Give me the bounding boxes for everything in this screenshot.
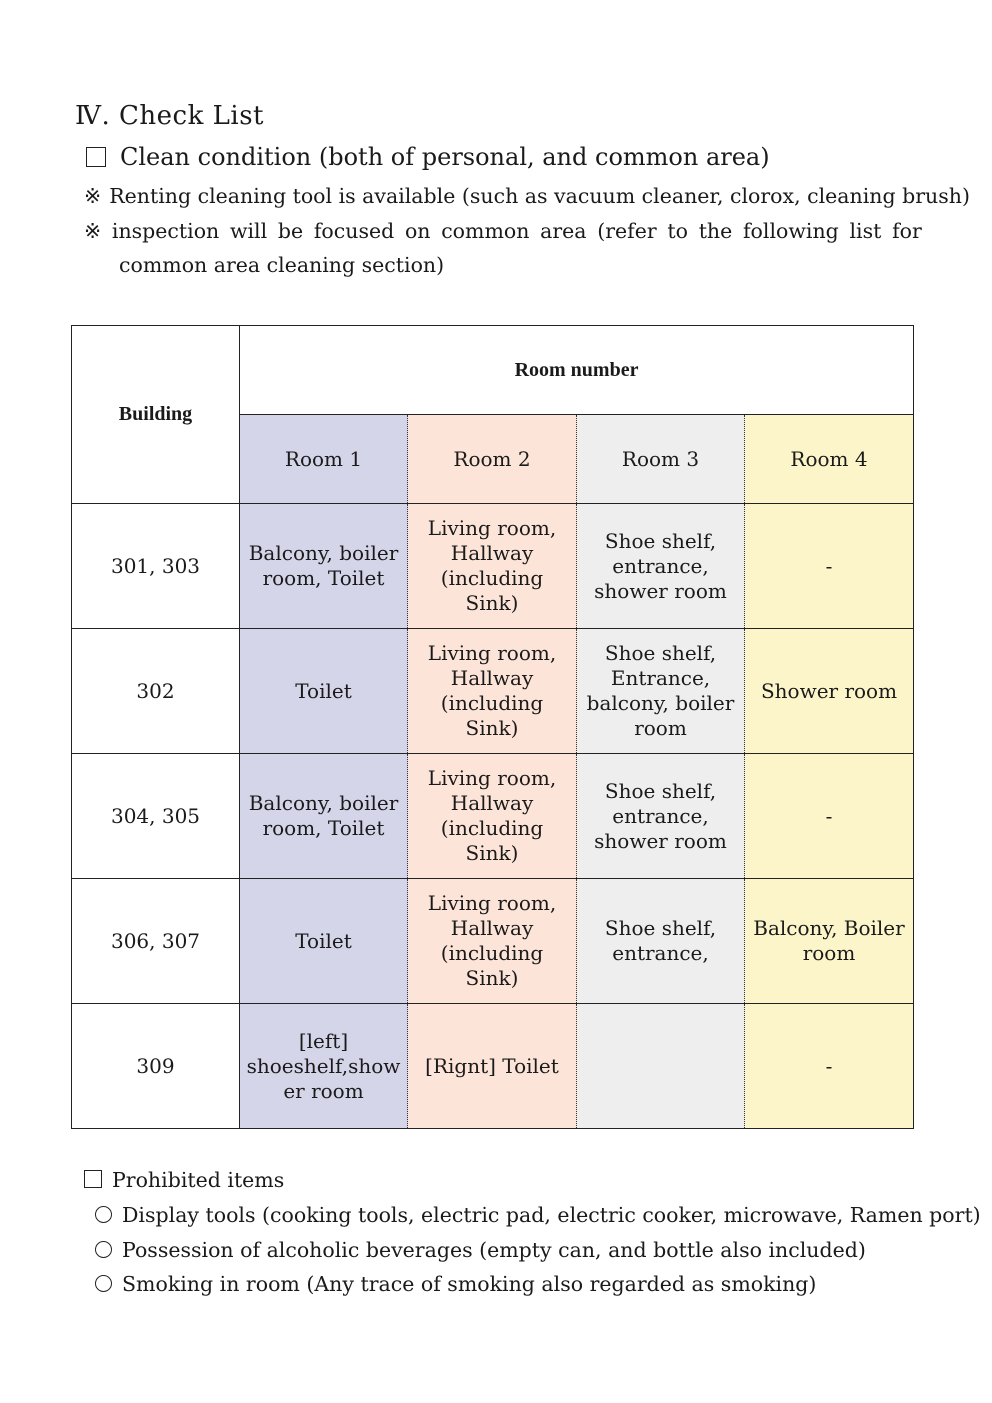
room-4-cell: - [745, 504, 914, 629]
section-title: Ⅳ. Check List [75, 101, 264, 131]
clean-condition-text: Clean condition (both of personal, and common area) [120, 143, 770, 171]
note-inspection [84, 219, 922, 277]
note2-word: area [540, 219, 587, 243]
room-3-cell: Shoe shelf, entrance, shower room [577, 504, 745, 629]
room-1-cell: Toilet [240, 629, 408, 754]
room-3-cell: Shoe shelf, entrance, [577, 879, 745, 1004]
prohibited-item-text: Display tools (cooking tools, electric pad, electric cooker, microwave, Ramen port) [122, 1203, 981, 1227]
note2-word: the [698, 219, 733, 243]
reference-mark: ※ [84, 184, 102, 208]
room-4-header: Room 4 [745, 415, 914, 504]
room-1-cell: Balcony, boiler room, Toilet [240, 504, 408, 629]
room-number-header: Room number [240, 326, 914, 415]
building-cell: 306, 307 [72, 879, 240, 1004]
note2-word: on [404, 219, 431, 243]
checkbox-icon [84, 1170, 102, 1188]
note2-line1 [84, 219, 922, 243]
note2-word: list [849, 219, 882, 243]
room-4-cell: Shower room [745, 629, 914, 754]
clean-condition-heading [86, 143, 770, 171]
note2-word: will [229, 219, 268, 243]
table-header-row [72, 326, 914, 415]
prohibited-item [95, 1272, 816, 1296]
room-3-header: Room 3 [577, 415, 745, 504]
note-cleaning-tools [84, 184, 970, 208]
building-header: Building [72, 326, 240, 504]
note2-word: common [441, 219, 530, 243]
cleaning-assignment-table [71, 325, 914, 1129]
building-cell: 302 [72, 629, 240, 754]
room-4-cell: - [745, 754, 914, 879]
table-row [72, 754, 914, 879]
note1-text: Renting cleaning tool is available (such as vacuum cleaner, clorox, cleaning brush) [109, 184, 970, 208]
checkbox-icon [86, 147, 106, 167]
room-3-cell: Shoe shelf, entrance, shower room [577, 754, 745, 879]
room-4-cell: - [745, 1004, 914, 1129]
prohibited-item-text: Possession of alcoholic beverages (empty can, and bottle also included) [122, 1238, 866, 1262]
note2-word: be [277, 219, 304, 243]
circle-bullet-icon [95, 1206, 112, 1223]
note2-word: inspection [111, 219, 220, 243]
room-2-cell: Living room, Hallway (including Sink) [408, 754, 577, 879]
prohibited-title: Prohibited items [112, 1168, 285, 1192]
room-3-cell: Shoe shelf, Entrance, balcony, boiler room [577, 629, 745, 754]
room-2-header: Room 2 [408, 415, 577, 504]
note2-word: (refer [597, 219, 657, 243]
building-cell: 304, 305 [72, 754, 240, 879]
prohibited-item [95, 1203, 981, 1227]
table-row [72, 1004, 914, 1129]
room-2-cell: Living room, Hallway (including Sink) [408, 879, 577, 1004]
room-1-cell: Balcony, boiler room, Toilet [240, 754, 408, 879]
note2-line2: common area cleaning section) [119, 253, 445, 277]
note2-word: to [667, 219, 688, 243]
table-row [72, 879, 914, 1004]
room-1-cell: [left] shoeshelf,show er room [240, 1004, 408, 1129]
table-row [72, 629, 914, 754]
note2-word: for [892, 219, 922, 243]
note2-word: focused [313, 219, 395, 243]
building-cell: 301, 303 [72, 504, 240, 629]
room-2-cell: Living room, Hallway (including Sink) [408, 504, 577, 629]
circle-bullet-icon [95, 1241, 112, 1258]
reference-mark: ※ [84, 219, 102, 243]
prohibited-item [95, 1238, 866, 1262]
room-1-header: Room 1 [240, 415, 408, 504]
prohibited-item-text: Smoking in room (Any trace of smoking also regarded as smoking) [122, 1272, 817, 1296]
building-cell: 309 [72, 1004, 240, 1129]
prohibited-heading [84, 1168, 284, 1192]
room-4-cell: Balcony, Boiler room [745, 879, 914, 1004]
note2-word: following [742, 219, 839, 243]
room-2-cell: [Rignt] Toilet [408, 1004, 577, 1129]
table-row [72, 504, 914, 629]
room-1-cell: Toilet [240, 879, 408, 1004]
room-3-cell [577, 1004, 745, 1129]
circle-bullet-icon [95, 1275, 112, 1292]
room-2-cell: Living room, Hallway (including Sink) [408, 629, 577, 754]
